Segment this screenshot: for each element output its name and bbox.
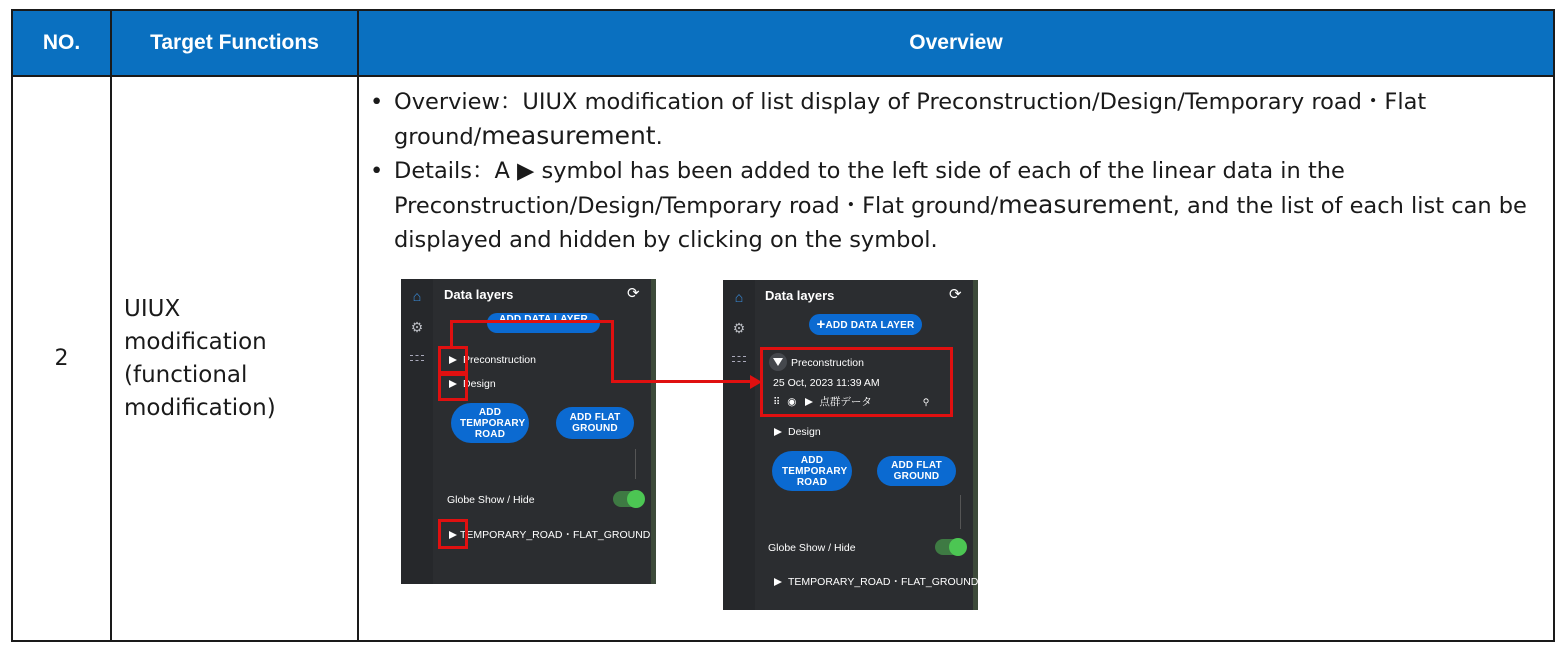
layer-label: Preconstruction [463,354,536,366]
eye-icon[interactable]: ◉ [787,396,797,408]
function-line: modification [124,328,267,355]
overview-bullet [394,85,1543,154]
header-overview: Overview [358,10,1554,76]
grid-icon[interactable]: ⠿ [773,397,781,408]
function-line: (functional [124,361,248,388]
map-edge [973,280,978,610]
add-temporary-road-label: ADD TEMPORARY ROAD [782,454,848,488]
globe-toggle[interactable] [935,539,965,555]
function-line: modification) [124,394,276,421]
details-bullet [394,154,1543,257]
layer-label: Design [463,378,496,390]
toggle-knob [627,490,645,508]
bullet-text: Overview：UIUX modification of list display of Preconstruction/Design/Temporary road・Flat ground/ [394,89,1427,150]
home-icon[interactable]: ⌂ [412,288,422,304]
add-temporary-road-label: ADD TEMPORARY ROAD [460,406,526,440]
layer-item-temporary[interactable] [774,574,978,589]
plus-icon: + [816,316,826,333]
point-cloud-label: 点群データ [819,396,872,408]
scrollbar[interactable] [960,495,961,529]
highlight-design-toggle [438,371,468,401]
bullet-text: Details：A ▶ symbol has been added to the left side of each of the linear data in the Preconstruction/Design/Temporary road・Flat ground/ [394,158,1345,219]
panel-title: Data layers [444,287,514,302]
overview-bullets [359,85,1543,257]
add-data-layer-button[interactable] [487,313,600,333]
function-line: UIUX [124,295,181,322]
add-temporary-road-button[interactable] [451,403,529,443]
header-row [12,10,1554,76]
row-number: 2 [12,76,111,641]
highlight-temporary-toggle [438,519,468,549]
connector-arrowhead [750,375,762,389]
target-function-cell [111,76,358,641]
bullet-text: . [655,124,663,150]
side-rail [401,279,433,584]
layer-label: Design [788,426,821,438]
globe-label: Globe Show / Hide [768,542,856,554]
header-target-functions: Target Functions [111,10,358,76]
gear-icon[interactable]: ⚙ [732,320,746,336]
header-no: NO. [12,10,111,76]
scrollbar[interactable] [635,449,636,479]
side-rail [723,280,755,610]
ruler-icon[interactable] [410,355,424,361]
add-flat-ground-label: ADD FLAT GROUND [891,460,942,482]
add-flat-ground-button[interactable] [877,456,956,486]
connector-line [611,320,614,383]
add-temporary-road-button[interactable] [772,451,852,491]
layer-item-design[interactable] [774,426,821,438]
layer-label: TEMPORARY_ROAD・FLAT_GROUND [460,529,651,541]
add-data-layer-label: ADD DATA LAYER [825,320,915,331]
connector-line [450,320,614,323]
refresh-icon[interactable]: ⟳ [949,286,962,303]
search-icon[interactable]: ⚲ [922,397,930,407]
bullet-text-large: measurement [481,121,656,150]
bullet-text-large: measurement [998,190,1173,219]
connector-line [611,380,751,383]
home-icon[interactable]: ⌂ [734,289,744,305]
gear-icon[interactable]: ⚙ [410,319,424,335]
add-flat-ground-button[interactable] [556,407,634,439]
expand-triangle-icon[interactable] [774,578,782,586]
highlight-expanded-list [760,347,953,417]
ruler-icon[interactable] [732,356,746,362]
layer-label: Preconstruction [791,357,864,369]
panel-title: Data layers [765,288,835,303]
connector-line [450,320,453,348]
bullet-text: , and the list of each list can be displayed and hidden by clicking on the symbol. [394,193,1527,253]
toggle-knob [949,538,967,556]
globe-toggle[interactable] [613,491,643,507]
screenshot-after [723,280,978,610]
add-flat-ground-label: ADD FLAT GROUND [569,412,621,434]
add-data-layer-button[interactable] [809,314,922,335]
map-edge [651,279,656,584]
refresh-icon[interactable]: ⟳ [627,285,640,302]
layer-date: 25 Oct, 2023 11:39 AM [773,377,880,389]
layer-item-temporary[interactable] [449,527,650,542]
layer-label: TEMPORARY_ROAD・FLAT_GROUND [788,576,978,588]
expand-triangle-icon[interactable] [774,428,782,436]
globe-label: Globe Show / Hide [447,494,535,506]
